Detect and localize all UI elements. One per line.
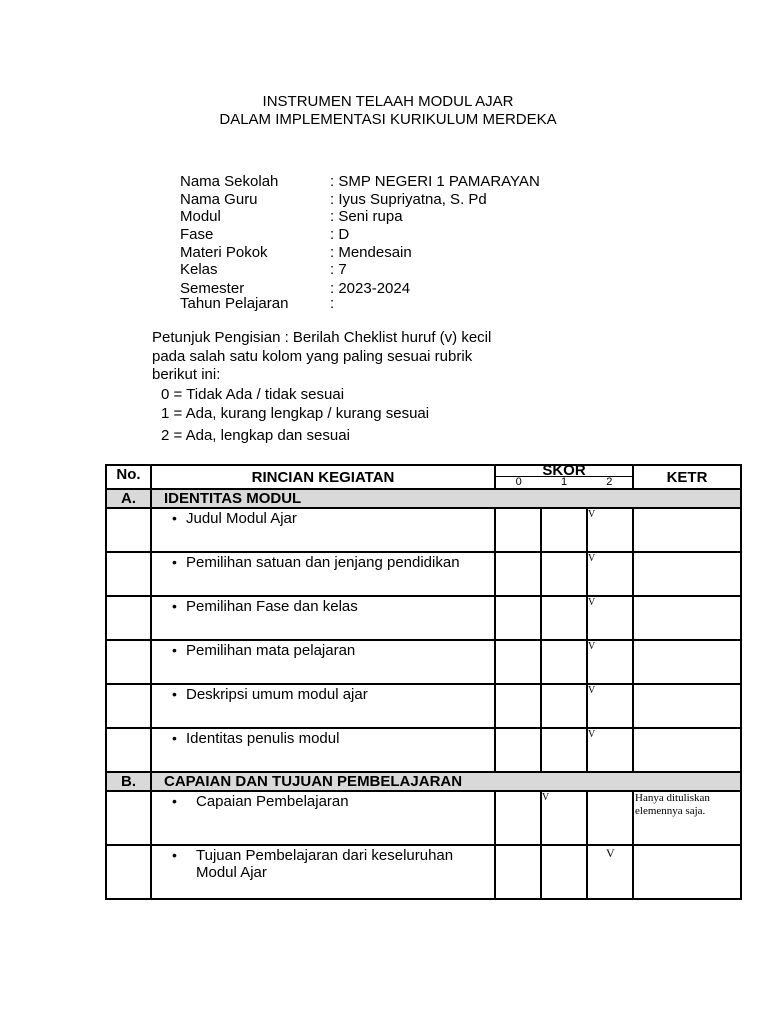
table-row (106, 508, 741, 552)
ketr-cell[interactable] (633, 728, 741, 772)
ketr-cell[interactable] (633, 596, 741, 640)
row-no-cell (106, 845, 151, 899)
instructions-text: Petunjuk Pengisian : Berilah Cheklist huruf (v) kecil pada salah satu kolom yang paling sesuai rubrik berikut ini: (152, 329, 492, 383)
score-0-cell[interactable] (495, 845, 541, 899)
row-item-text: • Judul Modul Ajar (152, 509, 494, 527)
score-0-cell[interactable] (495, 508, 541, 552)
check-mark: V (588, 641, 596, 652)
row-item-cell (151, 684, 495, 728)
table-row (106, 845, 741, 899)
row-item-cell (151, 508, 495, 552)
section-no: A. (106, 489, 151, 508)
table-row (106, 596, 741, 640)
table-row (106, 728, 741, 772)
ketr-cell[interactable] (633, 552, 741, 596)
ketr-cell[interactable] (633, 791, 741, 845)
row-no-cell (106, 684, 151, 728)
row-item-text: • Pemilihan satuan dan jenjang pendidikan (152, 553, 494, 571)
score-2-cell[interactable] (587, 640, 633, 684)
section-row-b (106, 772, 741, 791)
info-value-year: : (330, 295, 335, 312)
row-no-cell (106, 791, 151, 845)
info-label-school: Nama Sekolah (180, 173, 279, 190)
score-2-cell[interactable] (587, 728, 633, 772)
row-item-text: • Identitas penulis modul (152, 729, 494, 747)
header-score-0: 0 (515, 476, 522, 488)
score-2-cell[interactable] (587, 596, 633, 640)
document-title: INSTRUMEN TELAAH MODUL AJAR (262, 93, 514, 110)
score-2-cell[interactable] (587, 508, 633, 552)
info-label-teacher: Nama Guru (180, 191, 258, 208)
score-1-cell[interactable] (541, 845, 587, 899)
table-header-row (106, 465, 741, 489)
row-item-cell (151, 640, 495, 684)
rubric-item-1: 1 = Ada, kurang lengkap / kurang sesuai (161, 405, 430, 422)
row-no-cell (106, 508, 151, 552)
score-2-cell[interactable] (587, 684, 633, 728)
header-ketr: KETR (633, 465, 741, 489)
score-0-cell[interactable] (495, 596, 541, 640)
rubric-item-0: 0 = Tidak Ada / tidak sesuai (161, 386, 345, 403)
section-title: CAPAIAN DAN TUJUAN PEMBELAJARAN (151, 772, 741, 791)
score-0-cell[interactable] (495, 791, 541, 845)
score-1-cell[interactable] (541, 596, 587, 640)
ketr-cell[interactable] (633, 640, 741, 684)
info-label-year: Tahun Pelajaran (180, 295, 289, 312)
score-2-cell[interactable] (587, 791, 633, 845)
ketr-cell[interactable] (633, 684, 741, 728)
check-mark: V (588, 685, 596, 696)
score-1-cell[interactable] (541, 508, 587, 552)
info-label-module: Modul (180, 208, 221, 225)
ketr-note: Hanya dituliskan elemennya saja. (635, 792, 710, 817)
row-no-cell (106, 728, 151, 772)
score-2-cell[interactable] (587, 845, 633, 899)
score-1-cell[interactable] (541, 552, 587, 596)
header-score-1: 1 (560, 476, 568, 488)
assessment-table (105, 464, 742, 900)
row-item-cell (151, 596, 495, 640)
info-value-module: : Seni rupa (330, 208, 403, 225)
score-1-cell[interactable] (541, 791, 587, 845)
info-label-semester: Semester (180, 280, 245, 297)
document-subtitle: DALAM IMPLEMENTASI KURIKULUM MERDEKA (219, 111, 557, 128)
section-row-a (106, 489, 741, 508)
check-mark: V (588, 597, 596, 608)
info-label-phase: Fase (180, 226, 214, 243)
row-item-cell (151, 845, 495, 899)
info-value-topic: : Mendesain (330, 244, 412, 261)
header-rincian: RINCIAN KEGIATAN (151, 465, 495, 489)
score-1-cell[interactable] (541, 728, 587, 772)
row-no-cell (106, 596, 151, 640)
check-mark: V (542, 792, 550, 803)
score-0-cell[interactable] (495, 640, 541, 684)
header-skor (495, 462, 633, 489)
row-no-cell (106, 552, 151, 596)
row-item-cell (151, 791, 495, 845)
check-mark: V (588, 729, 596, 740)
ketr-cell[interactable] (633, 845, 741, 899)
ketr-cell[interactable] (633, 508, 741, 552)
info-label-class: Kelas (180, 261, 218, 278)
table-row (106, 791, 741, 845)
header-score-2: 2 (606, 476, 613, 488)
row-item-cell (151, 552, 495, 596)
score-0-cell[interactable] (495, 728, 541, 772)
section-no: B. (106, 772, 151, 791)
info-label-topic: Materi Pokok (180, 244, 268, 261)
row-item-text: • Tujuan Pembelajaran dari keseluruhan Modul Ajar (152, 846, 494, 881)
rubric-item-2: 2 = Ada, lengkap dan sesuai (161, 427, 350, 444)
info-value-teacher: : Iyus Supriyatna, S. Pd (330, 191, 487, 208)
row-item-text: • Pemilihan mata pelajaran (152, 641, 494, 659)
score-0-cell[interactable] (495, 684, 541, 728)
row-item-cell (151, 728, 495, 772)
header-skor-scale (496, 477, 632, 487)
row-item-text: • Pemilihan Fase dan kelas (152, 597, 494, 615)
check-mark: V (588, 553, 596, 564)
section-title: IDENTITAS MODUL (151, 489, 741, 508)
info-value-class: : 7 (330, 261, 347, 278)
table-row (106, 640, 741, 684)
score-2-cell[interactable] (587, 552, 633, 596)
info-value-phase: : D (330, 226, 350, 243)
row-item-text: • Capaian Pembelajaran (152, 792, 494, 810)
header-no: No. (106, 465, 151, 489)
header-skor-label: SKOR (496, 466, 632, 477)
info-value-semester: : 2023-2024 (330, 280, 411, 297)
table-row (106, 552, 741, 596)
score-0-cell[interactable] (495, 552, 541, 596)
check-mark: V (588, 509, 596, 520)
score-1-cell[interactable] (541, 684, 587, 728)
check-mark: V (606, 846, 615, 860)
row-no-cell (106, 640, 151, 684)
info-value-school: : SMP NEGERI 1 PAMARAYAN (330, 173, 540, 190)
score-1-cell[interactable] (541, 640, 587, 684)
row-item-text: • Deskripsi umum modul ajar (152, 685, 494, 703)
table-row (106, 684, 741, 728)
